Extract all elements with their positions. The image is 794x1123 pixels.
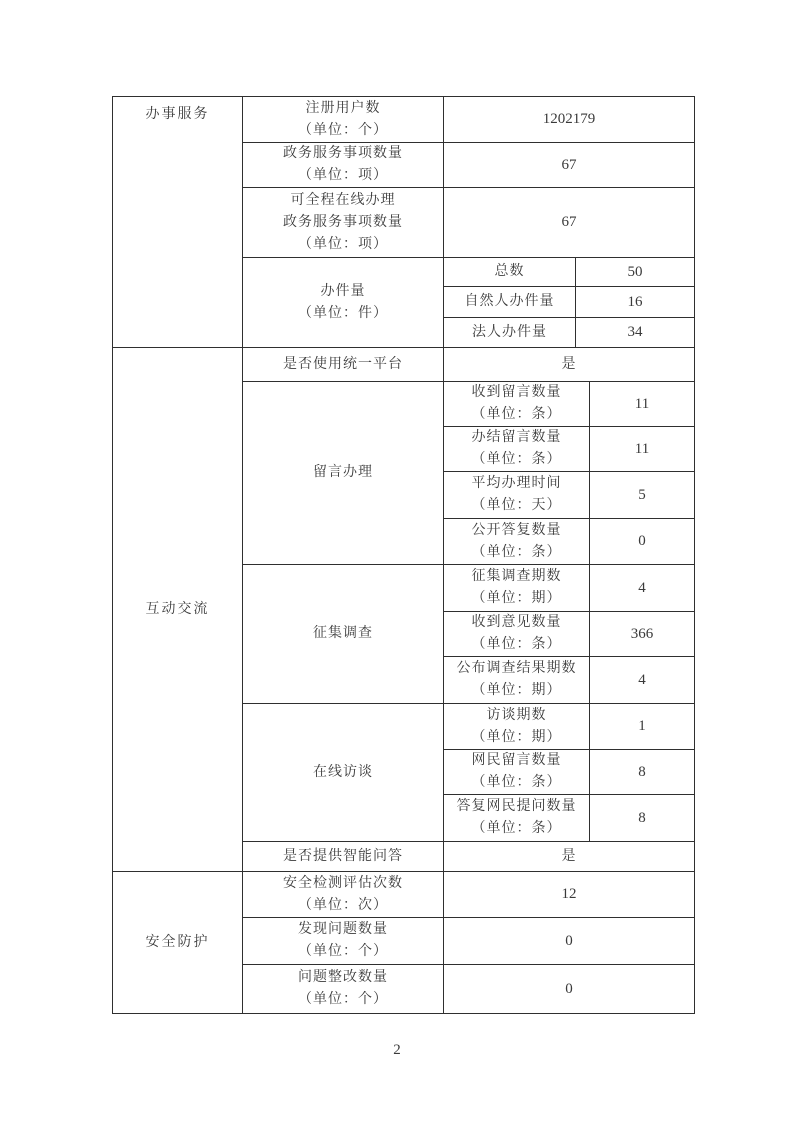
group-cell: 征集调查 <box>243 565 444 704</box>
sub-value-cell <box>590 565 695 612</box>
sub-value-cell <box>590 472 695 519</box>
sub-value: 4 <box>638 579 646 596</box>
sub-value-cell <box>590 612 695 657</box>
sub-unit: （单位：期） <box>471 683 562 698</box>
page-number: 2 <box>393 1042 401 1058</box>
sub-value: 4 <box>638 671 646 688</box>
item-label: 注册用户数 <box>305 100 381 116</box>
item-label-cell: 是否使用统一平台 <box>243 348 444 382</box>
item-value: 12 <box>561 886 577 902</box>
sub-unit: （单位：条） <box>471 637 562 652</box>
sub-value-cell <box>590 795 695 842</box>
item-unit: （单位：件） <box>298 305 388 321</box>
sub-unit: （单位：条） <box>471 544 562 560</box>
sub-label-cell <box>444 750 590 795</box>
item-value-cell <box>444 143 695 188</box>
item-label-cell <box>243 965 444 1014</box>
item-value-cell <box>444 188 695 258</box>
sub-value: 366 <box>630 625 654 642</box>
item-label-cell <box>243 143 444 188</box>
report-table <box>112 96 695 1014</box>
item-value: 0 <box>565 980 573 997</box>
sub-value-cell <box>590 704 695 750</box>
item-unit: （单位：个） <box>298 944 388 959</box>
sub-value: 11 <box>634 395 650 412</box>
item-value: 67 <box>561 214 577 230</box>
sub-label: 公布调查结果期数 <box>456 661 577 676</box>
item-label: 可全程在线办理 <box>290 192 396 208</box>
item-value-cell: 是 <box>444 842 695 872</box>
item-label-cell <box>243 97 444 143</box>
sub-value: 50 <box>627 263 643 280</box>
sub-label-cell <box>444 795 590 842</box>
item-label-cell <box>243 872 444 918</box>
sub-label-cell <box>444 382 590 427</box>
sub-label-cell <box>444 565 590 612</box>
category-cell: 互动交流 <box>113 348 243 872</box>
category-cell: 办事服务 <box>113 97 243 348</box>
sub-unit: （单位：条） <box>471 407 562 422</box>
sub-value: 0 <box>638 533 646 549</box>
sub-value: 1 <box>638 718 646 734</box>
sub-value: 16 <box>627 293 643 310</box>
sub-value-cell <box>576 258 695 287</box>
group-cell: 留言办理 <box>243 382 444 565</box>
item-unit: （单位：个） <box>298 992 388 1007</box>
item-label: 发现问题数量 <box>298 922 388 937</box>
item-label: 问题整改数量 <box>298 970 388 985</box>
sub-label: 办结留言数量 <box>471 430 562 445</box>
item-value: 0 <box>565 932 573 949</box>
sub-value: 8 <box>638 809 646 826</box>
sub-value: 8 <box>638 763 646 780</box>
sub-label: 答复网民提问数量 <box>456 799 577 814</box>
sub-unit: （单位：期） <box>471 591 562 606</box>
sub-value-cell <box>590 519 695 565</box>
item-label-cell <box>243 258 444 348</box>
sub-label: 收到留言数量 <box>471 385 562 400</box>
item-unit: （单位：个） <box>298 122 388 138</box>
item-label: 政务服务事项数量 <box>283 214 403 230</box>
sub-value-cell <box>590 750 695 795</box>
sub-label-cell <box>444 519 590 565</box>
item-label: 安全检测评估次数 <box>283 875 403 891</box>
sub-value-cell <box>590 382 695 427</box>
sub-label: 网民留言数量 <box>471 753 562 768</box>
sub-value: 34 <box>627 324 643 340</box>
item-value-cell <box>444 918 695 965</box>
sub-label: 收到意见数量 <box>471 615 562 630</box>
item-value-cell <box>444 872 695 918</box>
item-value: 67 <box>561 156 577 173</box>
category-cell: 安全防护 <box>113 872 243 1014</box>
sub-unit: （单位：期） <box>471 729 562 745</box>
item-value-cell: 是 <box>444 348 695 382</box>
sub-unit: （单位：条） <box>471 775 562 790</box>
item-unit: （单位：项） <box>298 236 388 252</box>
sub-value-cell <box>590 427 695 472</box>
item-label-cell <box>243 188 444 258</box>
group-cell: 在线访谈 <box>243 704 444 842</box>
sub-label-cell <box>444 427 590 472</box>
sub-label-cell <box>444 704 590 750</box>
item-value-cell <box>444 965 695 1014</box>
sub-value-cell <box>576 318 695 348</box>
sub-unit: （单位：条） <box>471 452 562 467</box>
sub-value-cell <box>590 657 695 704</box>
sub-label: 平均办理时间 <box>471 476 562 491</box>
sub-unit: （单位：条） <box>471 821 562 836</box>
sub-label-cell <box>444 612 590 657</box>
item-label-cell: 是否提供智能问答 <box>243 842 444 872</box>
item-unit: （单位：次） <box>298 897 388 913</box>
sub-label-cell <box>444 472 590 519</box>
sub-value: 11 <box>634 440 650 457</box>
item-label: 政务服务事项数量 <box>283 146 403 161</box>
sub-label-cell: 自然人办件量 <box>444 287 576 318</box>
item-value: 1202179 <box>542 111 596 127</box>
sub-value-cell <box>576 287 695 318</box>
item-value-cell <box>444 97 695 143</box>
sub-label: 公开答复数量 <box>471 522 562 538</box>
sub-value: 5 <box>638 486 646 503</box>
sub-unit: （单位：天） <box>471 498 562 513</box>
sub-label: 访谈期数 <box>486 707 547 723</box>
item-unit: （单位：项） <box>298 168 388 183</box>
sub-label-cell <box>444 657 590 704</box>
item-label-cell <box>243 918 444 965</box>
sub-label: 征集调查期数 <box>471 569 562 584</box>
item-label: 办件量 <box>320 283 366 299</box>
sub-label-cell: 总数 <box>444 258 576 287</box>
sub-label-cell: 法人办件量 <box>444 318 576 348</box>
